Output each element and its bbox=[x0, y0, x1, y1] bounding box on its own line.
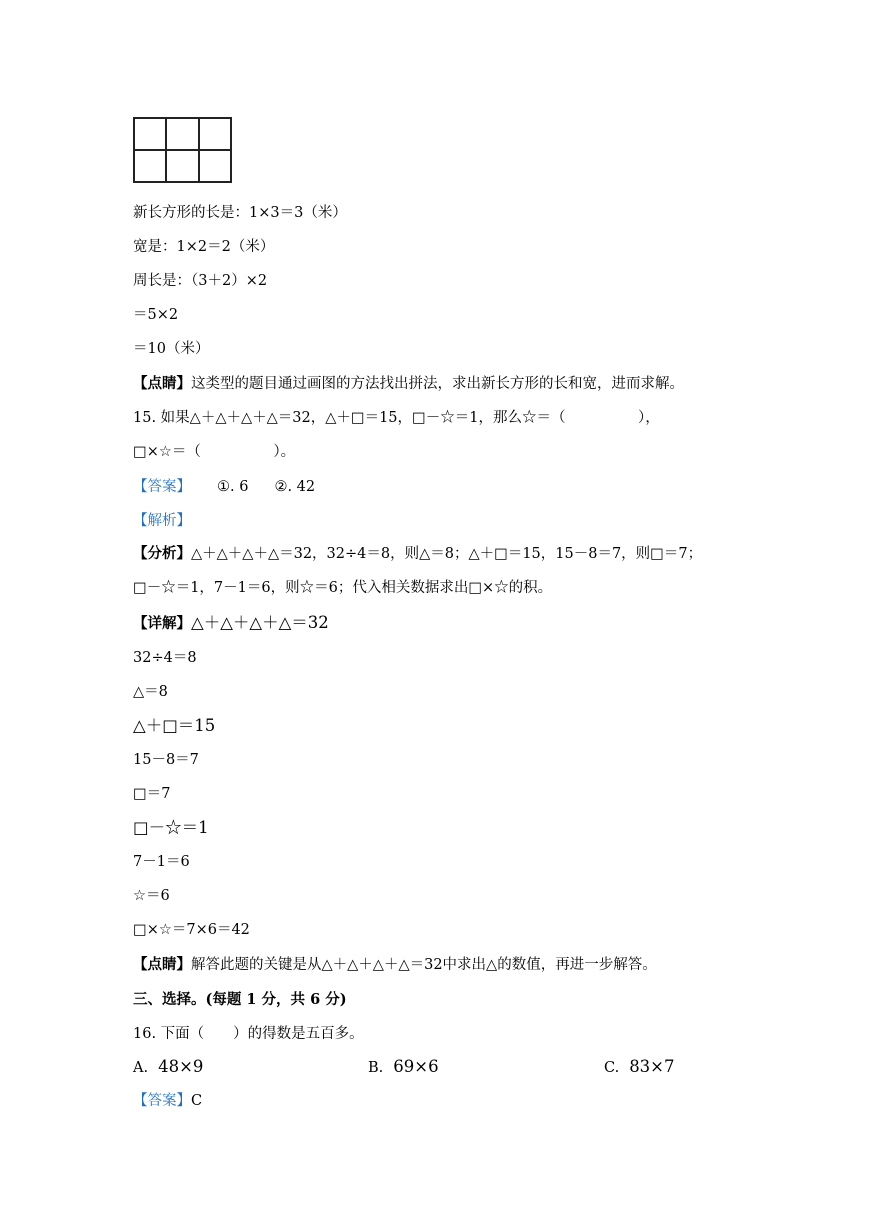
xiangjie-text: △＋△＋△＋△＝32 bbox=[191, 613, 329, 632]
grid-cell bbox=[166, 118, 198, 150]
grid-cell bbox=[134, 118, 166, 150]
grid-cell bbox=[166, 150, 198, 182]
step-line: 32÷4＝8 bbox=[133, 650, 197, 666]
answer-1: ①. 6 bbox=[217, 479, 249, 495]
perimeter-line: 周长是：（3＋2）×2 bbox=[133, 273, 268, 289]
grid-cell bbox=[199, 150, 231, 182]
step-line: □－☆＝1 bbox=[133, 818, 209, 837]
step-line: △＋□＝15 bbox=[133, 716, 216, 735]
new-rect-width-line: 宽是：1×2＝2（米） bbox=[133, 239, 275, 255]
six-square-rectangle-diagram bbox=[133, 117, 232, 183]
fenxi-line1 bbox=[133, 544, 702, 564]
step-line: □＝7 bbox=[133, 786, 171, 802]
option-c bbox=[604, 1057, 675, 1078]
option-a bbox=[133, 1057, 203, 1078]
new-rect-length-line: 新长方形的长是：1×3＝3（米） bbox=[133, 205, 347, 221]
step-line: ☆＝6 bbox=[133, 888, 170, 904]
answer-16-value: C bbox=[191, 1093, 203, 1109]
step-line: △＝8 bbox=[133, 684, 168, 700]
perimeter-step-line: ＝5×2 bbox=[133, 307, 179, 323]
xiangjie-line bbox=[133, 613, 329, 634]
question-15-line1: 15. 如果△＋△＋△＋△＝32，△＋□＝15，□－☆＝1，那么☆＝（ ）， bbox=[133, 410, 660, 426]
answer-16-line bbox=[133, 1091, 202, 1111]
fenxi-tag: 【分析】 bbox=[133, 545, 191, 562]
answer-16-tag: 【答案】 bbox=[133, 1093, 191, 1109]
perimeter-result-line: ＝10（米） bbox=[133, 341, 210, 357]
dianjing2-text: 解答此题的关键是从△＋△＋△＋△＝32中求出△的数值，再进一步解答。 bbox=[191, 957, 657, 973]
fenxi-line2: □－☆＝1，7－1＝6，则☆＝6；代入相关数据求出□×☆的积。 bbox=[133, 580, 553, 596]
grid-cell bbox=[134, 150, 166, 182]
answer-tag: 【答案】 bbox=[133, 479, 191, 495]
option-a-expr: 48×9 bbox=[158, 1057, 204, 1076]
dianjing2-tag: 【点睛】 bbox=[133, 956, 191, 973]
option-b-label: B. bbox=[368, 1060, 384, 1076]
option-c-expr: 83×7 bbox=[629, 1057, 675, 1076]
option-b-expr: 69×6 bbox=[393, 1057, 439, 1076]
dianjing-line bbox=[133, 374, 684, 394]
dianjing-tag: 【点睛】 bbox=[133, 375, 191, 392]
grid-cell bbox=[199, 118, 231, 150]
question-16: 16. 下面（ ）的得数是五百多。 bbox=[133, 1026, 364, 1042]
option-b bbox=[368, 1057, 439, 1078]
section-3-heading: 三、选择。(每题 1 分，共 6 分) bbox=[133, 991, 347, 1008]
fenxi-text1: △＋△＋△＋△＝32，32÷4＝8，则△＝8；△＋□＝15，15－8＝7，则□＝7； bbox=[191, 546, 703, 562]
step-line: □×☆＝7×6＝42 bbox=[133, 922, 250, 938]
analysis-tag: 【解析】 bbox=[133, 513, 191, 529]
step-line: 15－8＝7 bbox=[133, 752, 199, 768]
answer-15-line bbox=[133, 477, 315, 497]
xiangjie-tag: 【详解】 bbox=[133, 615, 191, 632]
dianjing-text: 这类型的题目通过画图的方法找出拼法，求出新长方形的长和宽，进而求解。 bbox=[191, 376, 684, 392]
step-line: 7－1＝6 bbox=[133, 854, 190, 870]
option-a-label: A. bbox=[133, 1060, 149, 1076]
answer-2: ②. 42 bbox=[274, 479, 316, 495]
option-c-label: C. bbox=[604, 1060, 620, 1076]
dianjing2-line bbox=[133, 955, 657, 975]
question-15-line2: □×☆＝（ ）。 bbox=[133, 444, 296, 460]
